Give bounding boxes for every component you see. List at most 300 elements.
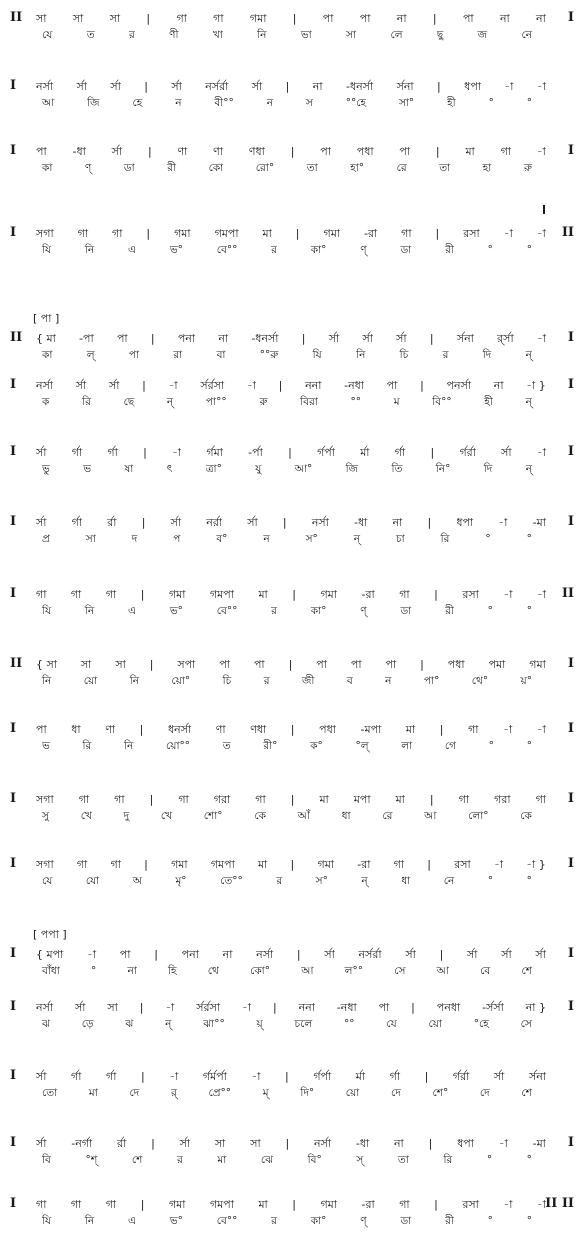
bar-divider: | (290, 793, 295, 806)
note: -া (169, 1070, 179, 1083)
lyric-syllable: গে (444, 740, 456, 752)
note: র্গা (106, 1070, 117, 1083)
lyrics-line (0, 739, 580, 757)
lyric-syllable: তা (439, 162, 451, 174)
lyrics (42, 96, 532, 113)
lyric-syllable: তো (42, 1087, 58, 1099)
lyric-syllable: ° (526, 1215, 532, 1227)
bar-divider: | (429, 332, 434, 345)
lyric-syllable: প্রে°° (208, 1087, 232, 1099)
lyric-syllable: ণ্ (360, 1215, 367, 1227)
lyric-syllable: নে (443, 875, 455, 887)
lyric-syllable: যি (42, 1215, 52, 1227)
lyric-syllable: হী (447, 97, 456, 109)
lyrics-line (0, 1153, 580, 1171)
note: সগা (36, 858, 54, 871)
note: র্গা (394, 446, 406, 459)
note: র্সা (76, 80, 87, 93)
lyric-syllable: মৃ° (175, 875, 187, 887)
lyrics (42, 161, 532, 178)
lyric-syllable: ৎ (166, 463, 173, 475)
lyric-syllable: র (271, 1215, 277, 1227)
note: গা (401, 227, 412, 240)
lyric-syllable: আঁ (297, 810, 310, 822)
note: গমা (317, 858, 334, 871)
lyric-syllable: ত (86, 29, 95, 41)
lyric-syllable: বি (42, 1154, 51, 1166)
bar-divider: | (434, 588, 438, 601)
note: র্সা (108, 379, 120, 392)
note: -া (168, 379, 178, 392)
left-bar-mark: II (10, 656, 23, 671)
right-bar-mark: I (567, 514, 574, 529)
note: গমপা (214, 227, 239, 240)
lyrics-line (0, 348, 580, 366)
lyric-syllable: ঝ (125, 1018, 134, 1030)
notes (36, 721, 546, 740)
lyric-syllable: ন (263, 533, 270, 545)
lyric-syllable: ° (488, 97, 494, 109)
lyric-syllable: ছু (436, 29, 444, 41)
note: পা (359, 12, 371, 25)
bar-divider: | (285, 1137, 290, 1150)
note: র্সা (396, 332, 407, 345)
lyrics (42, 532, 532, 549)
note: -া (498, 516, 508, 529)
lyric-syllable: ল্ (86, 349, 95, 361)
note: পধা (447, 658, 465, 671)
note: গা (535, 793, 546, 806)
lyric-syllable: পা° (423, 675, 440, 687)
note: র্সর্রসা (196, 1001, 221, 1014)
lyric-syllable: সা (85, 533, 96, 545)
right-bar-mark: II II (545, 1196, 574, 1211)
note: গমপা (209, 1198, 234, 1211)
notes (36, 377, 546, 396)
lyric-syllable: ভা (300, 29, 312, 41)
notes-line (0, 1068, 580, 1086)
notes (36, 10, 546, 29)
note: নর্সা (36, 379, 54, 392)
note: ধপা (456, 516, 474, 529)
lyric-syllable: না (127, 965, 137, 977)
note: গমা (323, 227, 340, 240)
left-bar-mark: I (10, 1135, 17, 1150)
note: ণা (177, 145, 188, 158)
note: ণা (215, 723, 226, 736)
lyric-syllable: ন্ (353, 533, 361, 545)
lyric-syllable: চা (395, 533, 405, 545)
lyric-syllable: ছে (123, 396, 135, 408)
note: ণধা (248, 145, 265, 158)
bar-divider: | (439, 948, 444, 961)
left-bar-mark: I (10, 1068, 17, 1083)
bar-divider: | (141, 516, 146, 529)
note: না (312, 80, 323, 93)
lyric-syllable: ভ° (169, 605, 183, 617)
note: র্সা (74, 1001, 86, 1014)
note: -ধা (354, 516, 368, 529)
lyric-syllable: তে°° (220, 875, 243, 887)
bar-divider: | (149, 793, 154, 806)
lyrics-line (0, 1086, 580, 1104)
right-bar-mark: I (567, 444, 574, 459)
note: -া (536, 227, 546, 240)
bar-divider: | (424, 1070, 429, 1083)
lyric-syllable: শে (521, 1087, 532, 1099)
note: গা (105, 1198, 117, 1211)
note: -র্পা (248, 446, 263, 459)
notes (36, 791, 546, 810)
lyric-syllable: °°রু (259, 349, 279, 361)
notes (36, 514, 546, 533)
bar-divider: | (278, 379, 283, 392)
lyric-syllable: লে (390, 29, 403, 41)
lyric-syllable: ক (42, 396, 50, 408)
lyric-syllable: বি° (307, 1154, 322, 1166)
lyrics (42, 348, 532, 365)
lyric-syllable: মা (88, 1087, 98, 1099)
note: মা (258, 858, 268, 871)
note: র্র্সা (497, 332, 514, 345)
note: মপা (353, 793, 371, 806)
lyric-syllable: এ (128, 605, 136, 617)
lyric-syllable: প (173, 533, 181, 545)
note: ণধা (250, 723, 267, 736)
note: ধপা (464, 80, 481, 93)
notes-line (0, 10, 580, 28)
notes-line (0, 514, 580, 532)
lyric-syllable: নি (257, 29, 267, 41)
bar-divider: | (143, 446, 147, 459)
notes (36, 143, 546, 162)
bar-divider: | (429, 793, 434, 806)
lyric-syllable: য়ো (428, 1018, 442, 1030)
note: র্সা (36, 1070, 47, 1083)
note: র্সর্রসা (200, 379, 225, 392)
left-bar-mark: I (10, 143, 17, 158)
lyrics-line (0, 1017, 580, 1035)
note: -রা (361, 588, 375, 601)
lyric-syllable: র (263, 675, 270, 687)
lyric-syllable: ব° (216, 533, 228, 545)
note: র্গা (107, 446, 118, 459)
note: পা (350, 658, 362, 671)
bar-divider: | (292, 12, 297, 25)
note: র্গা (389, 1070, 401, 1083)
note: ননা (305, 379, 322, 392)
lyrics-line (0, 674, 580, 692)
lyric-syllable: তা (397, 1154, 409, 1166)
lyric-syllable: বা (216, 349, 226, 361)
notes-line (0, 721, 580, 739)
right-bar-mark: I (567, 946, 574, 961)
lyric-syllable: ত (222, 740, 231, 752)
note: পা (253, 658, 265, 671)
note: -া (504, 80, 514, 93)
note: গমা (249, 12, 267, 25)
lyric-syllable: হা (482, 162, 492, 174)
note: গা (70, 588, 82, 601)
lyric-syllable: কা (42, 162, 53, 174)
lyric-syllable: রি (443, 1154, 453, 1166)
lyric-syllable: ণী (169, 29, 179, 41)
note: পা (399, 145, 411, 158)
lyric-syllable: কা° (310, 1215, 327, 1227)
note: -রা (357, 858, 371, 871)
lyric-syllable: র্ (170, 1087, 177, 1099)
left-bar-mark: I (10, 444, 17, 459)
notes (36, 1196, 546, 1215)
lyric-syllable: র (442, 349, 449, 361)
lyric-syllable: ডা (400, 605, 412, 617)
stray-mark (543, 205, 545, 214)
lyric-syllable: ত্রা° (205, 463, 222, 475)
note: গমা (320, 1198, 337, 1211)
note: র্সা (467, 948, 478, 961)
bar-divider: | (420, 379, 424, 392)
left-bar-mark: I (10, 721, 17, 736)
bar-divider: | (427, 516, 432, 529)
note: গমা (171, 858, 188, 871)
lyrics (42, 809, 532, 826)
lyric-syllable: ন্ (525, 349, 532, 361)
lyric-syllable: ° (526, 605, 532, 617)
lyric-syllable: দি° (300, 1087, 315, 1099)
lyric-syllable: জী (301, 675, 315, 687)
lyric-syllable: ° (486, 1154, 493, 1166)
lyric-syllable: °ল্ (355, 740, 369, 752)
note: পধা (319, 723, 336, 736)
note: পনা (177, 332, 196, 345)
note: গা (458, 793, 470, 806)
lyric-syllable: শো° (203, 810, 223, 822)
note: -া (536, 446, 546, 459)
right-bar-mark: I (567, 656, 574, 671)
note: র্মা (360, 446, 370, 459)
bar-divider: | (295, 227, 300, 240)
bar-divider: | (140, 588, 145, 601)
note: পা (378, 1001, 390, 1014)
lyric-syllable: রি (82, 396, 91, 408)
note: -মা (532, 516, 546, 529)
note: র্সা (171, 80, 182, 93)
lyric-syllable: যু (255, 463, 262, 475)
note: না (218, 332, 229, 345)
lyric-syllable: °° (344, 1018, 355, 1030)
notes-line (0, 656, 580, 674)
note: -া (536, 588, 546, 601)
lyric-syllable: খে (160, 810, 173, 822)
note: -ধনর্সা (251, 332, 279, 345)
lyric-syllable: ° (487, 875, 494, 887)
note: না (493, 379, 504, 392)
notes-line (0, 444, 580, 462)
lyric-syllable: ণ্ (84, 162, 92, 174)
lyric-syllable: °°হে (345, 97, 367, 109)
bar-divider: | (144, 80, 148, 93)
right-bar-mark: I (567, 143, 574, 158)
lyric-syllable: প্র (42, 533, 50, 545)
note: পা (36, 145, 47, 158)
lyric-syllable: নি (84, 1215, 95, 1227)
note: -া (536, 723, 546, 736)
note: -র্সর্সা (482, 1001, 504, 1014)
note: র্গমা (206, 446, 223, 459)
lyric-syllable: মা (217, 1154, 227, 1166)
bar-divider: | (140, 1198, 145, 1211)
note: গমা (174, 227, 191, 240)
notes (36, 946, 546, 965)
lyrics (42, 462, 532, 479)
note: -া (246, 379, 256, 392)
note: গা (500, 145, 511, 158)
note: { সা (36, 658, 57, 671)
note: -া (165, 1001, 175, 1014)
note: মা (319, 793, 329, 806)
note: র্সা (36, 446, 47, 459)
note: পনর্সা (446, 379, 472, 392)
note: র্গর্মর্পা (202, 1070, 227, 1083)
note: মা (395, 793, 405, 806)
bar-divider: | (290, 723, 295, 736)
lyric-syllable: ° (487, 605, 493, 617)
note: গা (399, 588, 410, 601)
lyric-syllable: চি (222, 675, 232, 687)
notes (36, 999, 546, 1018)
note: ণা (213, 145, 224, 158)
notes (36, 1135, 546, 1154)
lyric-syllable: ন্ (165, 1018, 172, 1030)
note: -ধা (355, 1137, 370, 1150)
note: গমা (320, 588, 337, 601)
lyric-syllable: ডা (123, 162, 135, 174)
note: র্গর্রা (459, 446, 476, 459)
bar-divider: | (146, 227, 151, 240)
right-bar-mark: I (567, 999, 574, 1014)
lyric-syllable: য়ো°° (166, 740, 191, 752)
note: র্সা (179, 1137, 191, 1150)
left-bar-mark: I (10, 856, 17, 871)
note: -া (493, 858, 504, 871)
note: গা (36, 1198, 47, 1211)
note: পা (119, 948, 131, 961)
lyric-syllable: র (271, 605, 277, 617)
lyric-syllable: র (276, 875, 283, 887)
lyric-syllable: ষা (124, 463, 134, 475)
lyric-syllable: দ (131, 533, 138, 545)
note: -া (503, 227, 513, 240)
lyric-syllable: ভ (42, 740, 50, 752)
lyrics (42, 1017, 532, 1034)
note: র্রা (117, 1137, 127, 1150)
notes-line (0, 791, 580, 809)
lyrics (42, 674, 532, 691)
note: নর্সা (311, 516, 329, 529)
lyric-syllable: ভু (42, 463, 50, 475)
lyric-syllable: °হে (473, 1018, 489, 1030)
bar-divider: | (292, 588, 296, 601)
note: নর্সর্রা (358, 948, 382, 961)
lyric-syllable: নি (124, 740, 134, 752)
note: সা (109, 12, 121, 25)
note: র্সা (36, 516, 47, 529)
note: গা (176, 12, 187, 25)
lyric-syllable: ° (526, 97, 532, 109)
lyric-syllable: নি (42, 675, 52, 687)
note: গা (105, 588, 117, 601)
lyric-syllable: ° (526, 533, 532, 545)
note: গা (70, 1198, 82, 1211)
lyric-syllable: ডা (400, 244, 412, 256)
note: সা (214, 1137, 226, 1150)
note: না (536, 12, 546, 25)
lyric-syllable: চলে (294, 1018, 313, 1030)
lyric-syllable: আ (42, 97, 55, 109)
right-bar-mark: I (567, 377, 574, 392)
left-bar-mark: I (10, 377, 17, 392)
lyric-syllable: ভ° (169, 1215, 183, 1227)
note: গা (255, 793, 266, 806)
lyric-syllable: রী (167, 162, 177, 174)
lyrics (42, 1086, 532, 1103)
lyrics (42, 395, 532, 412)
right-bar-mark: I (567, 721, 574, 736)
lyric-syllable: জি (345, 463, 359, 475)
lyric-syllable: ঝা°° (203, 1018, 225, 1030)
bar-divider: | (149, 658, 154, 671)
note: -া (172, 446, 182, 459)
bar-divider: | (434, 1198, 438, 1211)
lyric-syllable: বে°° (216, 244, 238, 256)
lyric-syllable: ° (487, 244, 493, 256)
lyric-syllable: র (128, 29, 135, 41)
note: -া (503, 1198, 513, 1211)
lyric-syllable: ° (487, 1215, 493, 1227)
lyric-syllable: বে°° (216, 1215, 238, 1227)
lyrics (42, 964, 532, 981)
lyric-syllable: যে (386, 1018, 397, 1030)
note: -া (536, 332, 546, 345)
note: সগা (36, 227, 54, 240)
lyric-syllable: স° (305, 533, 318, 545)
bar-divider: | (411, 1001, 415, 1014)
lyric-syllable: ভ (83, 463, 92, 475)
note: র্গা (71, 1070, 82, 1083)
note: না (499, 12, 510, 25)
note: পা (320, 145, 331, 158)
bar-divider: | (420, 658, 424, 671)
note: নর্সা (36, 80, 54, 93)
lyric-syllable: ° (526, 875, 532, 887)
lyrics-line (0, 462, 580, 480)
lyric-syllable: ° (526, 244, 532, 256)
note: গমা (168, 588, 186, 601)
lyric-syllable: দে (391, 1087, 401, 1099)
lyric-syllable: পা°° (205, 396, 227, 408)
lyric-syllable: যে (42, 29, 53, 41)
note: র্সা (501, 948, 512, 961)
lyric-syllable: ডা (400, 1215, 412, 1227)
lyric-syllable: য়ো (83, 675, 98, 687)
lyric-syllable: বে°° (216, 605, 238, 617)
bar-divider: | (150, 332, 155, 345)
bar-divider: | (435, 145, 440, 158)
lyric-syllable: শে° (432, 1087, 449, 1099)
note: পা (386, 379, 398, 392)
lyrics-line (0, 28, 580, 46)
lyrics (42, 604, 532, 621)
